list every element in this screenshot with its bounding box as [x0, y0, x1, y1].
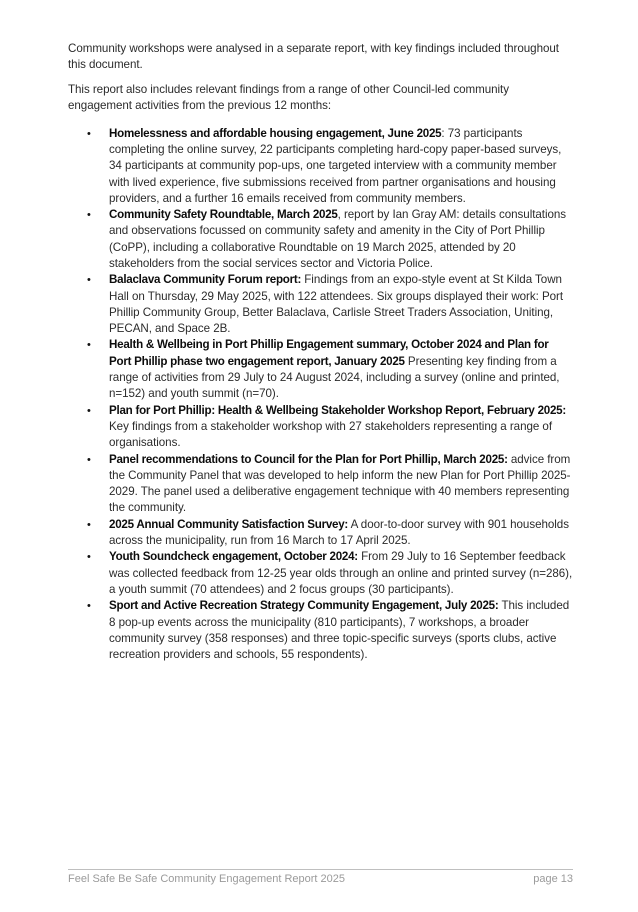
- list-item: [68, 272, 573, 337]
- intro-paragraph: Community workshops were analysed in a separate report, with key findings included throughout this document.: [68, 42, 559, 72]
- activity-title: Sport and Active Recreation Strategy Community Engagement, July 2025:: [109, 599, 499, 613]
- list-item: [68, 517, 573, 550]
- activity-title: Panel recommendations to Council for the Plan for Port Phillip, March 2025:: [109, 452, 508, 466]
- bullet-icon: •: [87, 551, 91, 564]
- activity-title: 2025 Annual Community Satisfaction Survey:: [109, 517, 349, 531]
- bullet-icon: •: [87, 127, 91, 140]
- footer-document-title: Feel Safe Be Safe Community Engagement Report 2025: [68, 873, 345, 885]
- activity-description: Key findings from a stakeholder workshop with 27 stakeholders representing a range of organisations.: [109, 419, 553, 450]
- list-item: [68, 207, 573, 272]
- activity-title: Youth Soundcheck engagement, October 2024:: [109, 550, 358, 564]
- bullet-icon: •: [87, 404, 91, 417]
- activity-title: Health & Wellbeing in Port Phillip Engagement summary, October 2024 and Plan for Port Phillip phase two engagement report, January 2025: [109, 338, 549, 368]
- page-number: page 13: [533, 873, 573, 885]
- list-item: [68, 549, 573, 598]
- activity-description: This included 8 pop-up events across the municipality (810 participants), 7 workshops, a broader community survey (358 responses) and three topic-specific surveys (sports clubs, active recreation providers and schools, 55 respondents).: [109, 599, 570, 662]
- activity-description: A door-to-door survey with 901 households across the municipality, run from 16 March to 17 April 2025.: [109, 517, 569, 548]
- activity-description: , report by Ian Gray AM: details consultations and observations focussed on community safety and amenity in the City of Port Phillip (CoPP), including a collaborative Roundtable on 19 March 2025, attended by 20 stakeholders from the social services sector and Victoria Police.: [109, 208, 567, 270]
- activity-description: advice from the Community Panel that was developed to help inform the new Plan for Port Phillip 2025-2029. The panel used a deliberative engagement technique with 40 members representing the community.: [109, 452, 571, 515]
- activity-description: : 73 participants completing the online survey, 22 participants completing hard-copy paper-based surveys, 34 participants at community pop-ups, one targeted interview with a community member with lived experience, five submissions received from partner organisations and housing providers, and a further 16 emails received from community members.: [109, 126, 562, 205]
- activity-description: Presenting key finding from a range of activities from 29 July to 24 August 2024, including a survey (online and printed, n=152) and youth summit (n=70).: [109, 354, 560, 401]
- bullet-icon: •: [87, 453, 91, 466]
- bullet-icon: •: [87, 274, 91, 287]
- activity-title: Community Safety Roundtable, March 2025: [109, 208, 338, 222]
- list-item: [68, 403, 573, 452]
- bullet-icon: •: [87, 518, 91, 531]
- list-item: [68, 337, 573, 402]
- bullet-icon: •: [87, 600, 91, 613]
- activities-list: [68, 126, 573, 664]
- list-item: [68, 452, 573, 517]
- page-footer: [68, 869, 573, 885]
- activity-description: From 29 July to 16 September feedback was collected feedback from 12-25 year olds through an online and printed survey (n=286), a youth summit (70 attendees) and 2 focus groups (30 participants).: [109, 550, 573, 596]
- page-body: [68, 41, 573, 663]
- activity-title: Homelessness and affordable housing engagement, June 2025: [109, 126, 442, 140]
- activity-title: Balaclava Community Forum report:: [109, 273, 302, 287]
- list-item: [68, 598, 573, 663]
- activity-title: Plan for Port Phillip: Health & Wellbeing Stakeholder Workshop Report, February 2025:: [109, 403, 566, 417]
- activity-description: Findings from an expo-style event at St Kilda Town Hall on Thursday, 29 May 2025, with 122 attendees. Six groups displayed their work: Port Phillip Community Group, Better Balaclava, Carlisle Street Traders Association, Uniting, PECAN, and Space 2B.: [109, 273, 564, 336]
- bullet-icon: •: [87, 209, 91, 222]
- intro-paragraph: This report also includes relevant findings from a range of other Council-led community engagement activities from the previous 12 months:: [68, 82, 509, 113]
- list-item: [68, 126, 573, 207]
- bullet-icon: •: [87, 339, 91, 352]
